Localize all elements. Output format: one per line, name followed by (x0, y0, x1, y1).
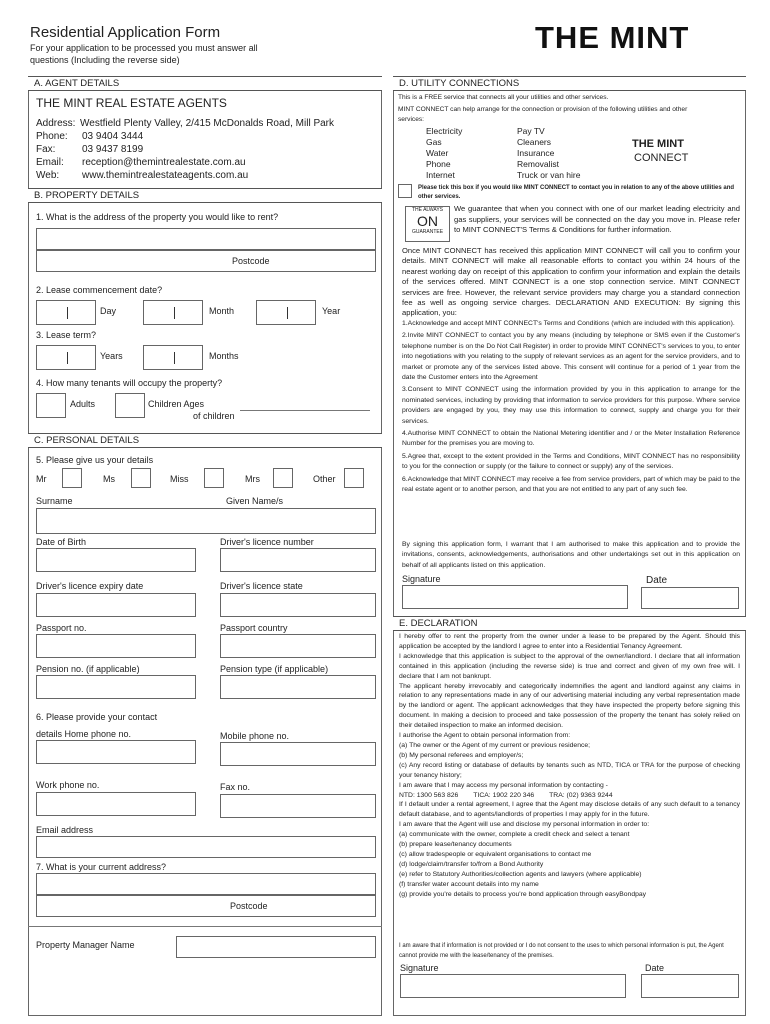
month-label: Month (209, 306, 235, 316)
declaration-para: (b) My personal referees and employer/s; (399, 751, 524, 759)
email-label: Email address (36, 825, 94, 835)
declaration-para: (c) allow tradespeople or equivalent organisations to contact me (399, 850, 592, 858)
declaration-para: NTD: 1300 563 826 TICA: 1902 220 346 TRA: (02) 9363 9244 (399, 791, 613, 799)
mint-connect-logo-1: THE MINT (632, 138, 684, 150)
utility-item: Water (426, 148, 449, 158)
mobile-label: Mobile phone no. (220, 731, 290, 741)
miss-checkbox[interactable] (204, 468, 224, 488)
agent-fax: 03 9437 8199 (82, 144, 144, 155)
utility-item: Electricity (426, 126, 463, 136)
year-label: Year (322, 306, 341, 316)
utility-intro-2: MINT CONNECT can help arrange for the connection or provision of the following utilities and other services: (398, 106, 688, 123)
work-phone-label: Work phone no. (36, 780, 100, 790)
badge-line-1: THE ALWAYS (411, 207, 444, 213)
utility-list-1 (426, 126, 462, 181)
utility-clause: 6.Acknowledge that MINT CONNECT may receive a fee from service providers, part of which may be paid to the real estate agent or to another person, and that you are not entitled to any part of any such fee. (402, 475, 740, 494)
utility-clause: 4.Authorise MINT CONNECT to obtain the National Metering identifier and / or the Meter Installation Reference Number for the premises you are moving to. (402, 430, 740, 448)
email-input[interactable] (36, 836, 376, 858)
property-manager-label: Property Manager Name (36, 940, 135, 950)
licence-state-input[interactable] (220, 593, 376, 617)
licence-state-label: Driver's licence state (220, 581, 303, 591)
guarantee-text: We guarantee that when you connect with one of our market leading electricity and gas suppliers, your services will be connected on the day you move in. Please refer to MINT CONNECT'S Terms & Conditions for further information. (454, 204, 740, 234)
utility-item: Pay TV (517, 126, 545, 136)
children-input[interactable] (115, 393, 145, 418)
declaration-date-input[interactable] (641, 974, 739, 998)
years-label: Years (100, 351, 123, 361)
q3-label: 3. Lease term? (36, 330, 97, 340)
utility-signature-input[interactable] (402, 585, 628, 609)
utility-item: Cleaners (517, 137, 552, 147)
lease-months-input[interactable] (143, 345, 203, 370)
passport-no-input[interactable] (36, 634, 196, 658)
utility-intro-1: This is a FREE service that connects all your utilities and other services. (398, 94, 609, 101)
agent-web-label: Web: (36, 170, 60, 181)
utility-item: Removalist (517, 159, 560, 169)
section-c-header: C. PERSONAL DETAILS (28, 433, 382, 448)
section-a-header: A. AGENT DETAILS (28, 76, 382, 91)
declaration-text (399, 632, 740, 899)
adults-label: Adults (70, 399, 96, 409)
mr-label: Mr (36, 474, 47, 484)
agent-fax-label: Fax: (36, 144, 56, 155)
work-phone-input[interactable] (36, 792, 196, 816)
utility-item: Insurance (517, 148, 555, 158)
section-b-header: B. PROPERTY DETAILS (28, 188, 382, 203)
home-phone-label: details Home phone no. (36, 729, 132, 739)
ms-label: Ms (103, 474, 115, 484)
licence-expiry-input[interactable] (36, 593, 196, 617)
pension-no-label: Pension no. (if applicable) (36, 664, 140, 674)
of-children-label: of children (193, 411, 235, 421)
name-input[interactable] (36, 508, 376, 534)
declaration-para: (e) refer to Statutory Authorities/collection agents and lawyers (where applicable) (399, 870, 642, 878)
licence-number-input[interactable] (220, 548, 376, 572)
utility-clause: 2.Invite MINT CONNECT to contact you by any means (including by telephone or SMS even if the Customer's telephone number is on the Do Not Call Register) in order to provide MINT CONNECT's services to you, to enter into negotiations with you relating to the supply of relevant services as an agent for the service providers, and to market or promote any of the services listed above. This consent will continue for a period of 1 year from the date the Customer enters into the Agreement (402, 332, 740, 382)
utility-date-input[interactable] (641, 587, 739, 609)
passport-country-input[interactable] (220, 634, 376, 658)
ms-checkbox[interactable] (131, 468, 151, 488)
current-address-input[interactable] (36, 873, 376, 895)
fax-input[interactable] (220, 794, 376, 818)
dob-input[interactable] (36, 548, 196, 572)
mr-checkbox[interactable] (62, 468, 82, 488)
declaration-para: I acknowledge that this application is subject to the approval of the owner/landlord. I declare that all information contained in this application (including the reverse side) is true and correct and given of my own free will. I declare that I am not bankrupt. (399, 652, 740, 680)
mrs-checkbox[interactable] (273, 468, 293, 488)
adults-input[interactable] (36, 393, 66, 418)
licence-number-label: Driver's licence number (220, 537, 314, 547)
declaration-para: If I default under a rental agreement, I agree that the Agent may disclose details of any such default to a tenancy default database, and to agents/landlords of properties I may apply for in the future. (399, 801, 740, 819)
given-name-label: Given Name/s (226, 496, 284, 506)
declaration-para: (b) prepare lease/tenancy documents (399, 841, 512, 849)
other-checkbox[interactable] (344, 468, 364, 488)
agent-phone: 03 9404 3444 (82, 131, 144, 142)
agent-web[interactable]: www.themintrealestateagents.com.au (82, 170, 249, 181)
agent-email[interactable]: reception@themintrealestate.com.au (82, 157, 246, 168)
declaration-signature-label: Signature (400, 963, 439, 973)
badge-line-2: ON (417, 213, 438, 229)
q1-label: 1. What is the address of the property you would like to rent? (36, 212, 279, 222)
months-label: Months (209, 351, 239, 361)
current-address-input-2[interactable] (36, 895, 376, 917)
badge-line-3: GUARANTEE (411, 229, 444, 235)
declaration-para: (f) transfer water account details into my name (399, 880, 539, 888)
declaration-para: The applicant hereby irrevocably and categorically indemnifies the agent and landlord against any claims in relation to any representations made in any of our advertising material including any verbal representation made by the landlord or agent. The applicant acknowledges that they have inspected the property before signing this document. In making a decision to proceed and take possession of the property the tenant has solely relied on their detailed inspection to make an informed decision. (399, 682, 740, 730)
lease-year-input[interactable] (256, 300, 316, 325)
pension-no-input[interactable] (36, 675, 196, 699)
other-label: Other (313, 474, 336, 484)
section-e-header: E. DECLARATION (393, 616, 746, 631)
declaration-para: (a) The owner or the Agent of my current or previous residence; (399, 741, 591, 749)
section-d-header: D. UTILITY CONNECTIONS (393, 76, 746, 91)
q4-label: 4. How many tenants will occupy the property? (36, 378, 223, 388)
form-subtitle: For your application to be processed you must answer all questions (Including the reverse side) (30, 43, 258, 65)
utility-clause: 3.Consent to MINT CONNECT using the information provided by you in this application to arrange for the nominated services, including by providing that information to service providers for this purpose. Where service providers are engaged by you, they may use this information to connect, supply and charge you for their services. (402, 386, 740, 425)
agent-address: Westfield Plenty Valley, 2/415 McDonalds Road, Mill Park (80, 118, 334, 129)
mint-connect-tick-text: Please tick this box if you would like MINT CONNECT to contact you in relation to any of the above utilities and other services. (418, 185, 735, 200)
passport-no-label: Passport no. (36, 623, 87, 633)
utility-items (402, 319, 740, 496)
property-address-input-2[interactable] (36, 250, 376, 272)
utility-body: Once MINT CONNECT has received this application MINT CONNECT will call you to confirm your details. MINT CONNECT will make all reasonable efforts to contact you within 24 hours of the nearest working day on receipt of this application to confirm your information and explain the details of the services offered. MINT CONNECT is a one stop connection service. MINT CONNECT services are free. However, the relevant service providers may charge you a standard connection fee as well as ongoing service charges. DECLARATION AND EXECUTION: By signing this application, you: (402, 246, 740, 318)
form-title: Residential Application Form (30, 24, 221, 41)
utility-item: Gas (426, 137, 442, 147)
agent-email-label: Email: (36, 157, 64, 168)
utility-date-label: Date (646, 575, 668, 586)
day-label: Day (100, 306, 117, 316)
declaration-para: I am aware that I may access my personal information by contacting - (399, 781, 608, 789)
mrs-label: Mrs (245, 474, 260, 484)
q5-label: 5. Please give us your details (36, 455, 154, 465)
declaration-signature-input[interactable] (400, 974, 626, 998)
q7-label: 7. What is your current address? (36, 862, 167, 872)
declaration-para: (a) communicate with the owner, complete a credit check and select a tenant (399, 831, 630, 839)
mint-connect-logo-2: CONNECT (634, 152, 689, 164)
property-address-input[interactable] (36, 228, 376, 250)
utility-list-2 (517, 126, 580, 181)
utility-item: Phone (426, 159, 451, 169)
property-manager-input[interactable] (176, 936, 376, 958)
agent-phone-label: Phone: (36, 131, 68, 142)
lease-day-input[interactable] (36, 300, 96, 325)
always-on-badge (405, 206, 450, 242)
miss-label: Miss (170, 474, 189, 484)
declaration-para: (d) lodge/claim/transfer to/from a Bond Authority (399, 860, 544, 868)
declaration-para: I hereby offer to rent the property from the owner under a lease to be prepared by the Agent. Should this application be accepted by the landlord I agree to enter into a Residential Tenancy Agreement. (399, 633, 740, 650)
utility-clause: 1.Acknowledge and accept MINT CONNECT's Terms and Conditions (which are included with this application). (402, 320, 735, 327)
surname-label: Surname (36, 496, 73, 506)
children-ages-label: Children Ages (148, 399, 205, 409)
pm-divider (28, 926, 382, 927)
utility-signature-label: Signature (402, 574, 441, 584)
pension-type-label: Pension type (if applicable) (220, 664, 329, 674)
q6-label: 6. Please provide your contact (36, 712, 158, 722)
declaration-para: (c) Any record listing or database of defaults by tenants such as NTD, TICA or TRA for the purpose of checking your tenancy history; (399, 761, 740, 779)
home-phone-input[interactable] (36, 740, 196, 764)
dob-label: Date of Birth (36, 537, 87, 547)
current-postcode-label: Postcode (230, 901, 268, 911)
utility-item: Internet (426, 170, 455, 180)
mint-connect-checkbox[interactable] (398, 184, 412, 198)
utility-item: Truck or van hire (517, 170, 581, 180)
passport-country-label: Passport country (220, 623, 288, 633)
lease-month-input[interactable] (143, 300, 203, 325)
declaration-para: (g) provide you're details to process you're bond application through easyBondpay (399, 890, 647, 898)
mobile-input[interactable] (220, 742, 376, 766)
property-postcode-label: Postcode (232, 256, 270, 266)
signing-text: By signing this application form, I warrant that I am authorised to make this application and to provide the invitations, consents, acknowledgements, authorisations and other undertakings set out in this application on behalf of all applicants listed on this application. (402, 541, 740, 569)
fax-label: Fax no. (220, 782, 251, 792)
declaration-para: I am aware that the Agent will use and disclose my personal information in order to: (399, 821, 650, 829)
declaration-para: I authorise the Agent to obtain personal information from: (399, 732, 571, 740)
lease-years-input[interactable] (36, 345, 96, 370)
q2-label: 2. Lease commencement date? (36, 285, 163, 295)
agent-address-label: Address: (36, 118, 76, 129)
utility-clause: 5.Agree that, except to the extent provided in the Terms and Conditions, MINT CONNECT has no responsibility to you for the connection or supply (or the failure to connect or supply) any of the services. (402, 452, 740, 471)
declaration-date-label: Date (645, 963, 665, 973)
children-ages-line[interactable] (240, 410, 370, 411)
licence-expiry-label: Driver's licence expiry date (36, 581, 144, 591)
agent-name: THE MINT REAL ESTATE AGENTS (36, 96, 227, 110)
declaration-footer: I am aware that if information is not provided or I do not consent to the uses to which personal information is put, the Agent cannot provide me with the lease/tenancy of the premises. (399, 943, 724, 959)
brand-logo: THE MINT (535, 20, 690, 55)
pension-type-input[interactable] (220, 675, 376, 699)
